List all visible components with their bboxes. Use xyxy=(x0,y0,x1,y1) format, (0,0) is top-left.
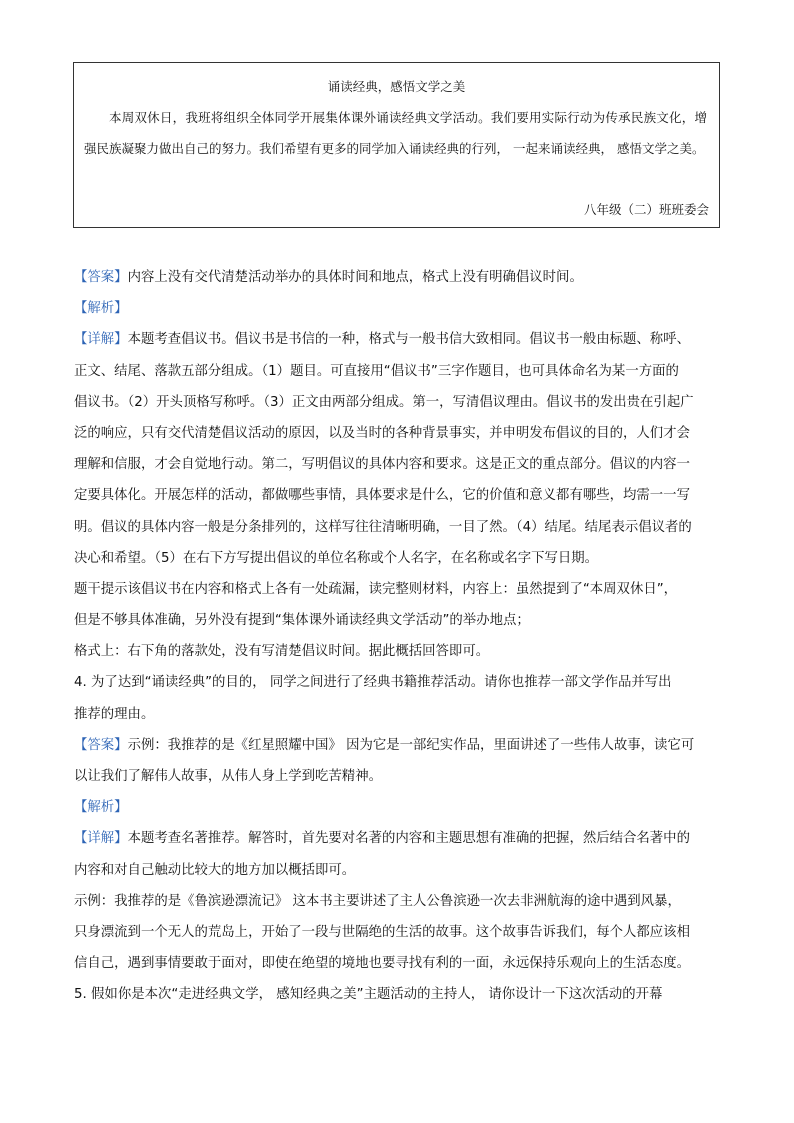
text-line xyxy=(74,636,720,667)
text-line xyxy=(74,324,720,355)
text-line xyxy=(74,855,720,886)
line-text: 只身漂流到一个无人的荒岛上，开始了一段与世隔绝的生活的故事。这个故事告诉我们，每个人都应该相 xyxy=(74,924,690,940)
text-line xyxy=(74,730,720,761)
notice-body: 本周双休日，我班将组织全体同学开展集体课外诵读经典文学活动。我们要用实际行动为传承民族文化，增强民族凝聚力做出自己的努力。我们希望有更多的同学加入诵读经典的行列， 一起来诵读经典， 感悟文学之美。 xyxy=(84,110,707,156)
text-line xyxy=(74,387,720,418)
text-line xyxy=(74,356,720,387)
text-line xyxy=(74,574,720,605)
text-line xyxy=(74,823,720,854)
line-text: 倡议书。（2）开头顶格写称呼。（3）正文由两部分组成。第一，写清倡议理由。倡议书的发出贵在引起广 xyxy=(74,394,694,410)
line-text: 格式上：右下角的落款处，没有写清楚倡议时间。据此概括回答即可。 xyxy=(74,644,490,660)
text-line xyxy=(74,449,720,480)
notice-signature: 八年级（二）班班委会 xyxy=(583,202,709,217)
text-line xyxy=(74,948,720,979)
text-line xyxy=(74,418,720,449)
text-line xyxy=(74,667,720,698)
detail-tag: 【详解】 xyxy=(74,332,128,348)
line-text: 示例：我推荐的是《红星照耀中国》 因为它是一部纪实作品，里面讲述了一些伟人故事，读它可 xyxy=(127,737,695,753)
line-text: 定要具体化。开展怎样的活动，都做哪些事情，具体要求是什么，它的价值和意义都有哪些，均需一一写 xyxy=(74,488,690,504)
answer-content xyxy=(74,262,720,1011)
text-line xyxy=(74,761,720,792)
line-text: 正文、结尾、落款五部分组成。（1）题目。可直接用“倡议书”三字作题目，也可具体命名为某一方面的 xyxy=(74,363,679,379)
detail-tag: 【详解】 xyxy=(74,831,128,847)
answer-tag: 【答案】 xyxy=(74,270,128,285)
text-line xyxy=(74,605,720,636)
line-text: 但是不够具体准确，另外没有提到“集体课外诵读经典文学活动”的举办地点； xyxy=(74,613,530,629)
text-line xyxy=(74,480,720,511)
line-text: 以让我们了解伟人故事，从伟人身上学到吃苦精神。 xyxy=(74,769,382,784)
answer-tag: 【答案】 xyxy=(74,737,128,753)
line-text: 示例：我推荐的是《鲁滨逊漂流记》 这本书主要讲述了主人公鲁滨逊一次去非洲航海的途中遇到风暴， xyxy=(74,893,681,909)
line-text: 泛的响应，只有交代清楚倡议活动的原因，以及当时的各种背景事实，并申明发布倡议的目的，人们才会 xyxy=(74,425,690,441)
notice-title: 诵读经典，感悟文学之美 xyxy=(327,79,466,94)
line-text: 信自己，遇到事情要敢于面对，即使在绝望的境地也要寻找有利的一面，永远保持乐观向上的生活态度。 xyxy=(74,956,690,972)
proposal-notice-box xyxy=(73,62,720,228)
line-text: 决心和希望。（5）在右下方写提出倡议的单位名称或个人名字，在名称或名字下写日期。 xyxy=(74,550,599,566)
text-line xyxy=(74,979,720,1010)
line-text: 本题考查名著推荐。解答时，首先要对名著的内容和主题思想有准确的把握，然后结合名著中的 xyxy=(127,831,690,847)
line-text: 理解和信服，才会自觉地行动。第二，写明倡议的具体内容和要求。这是正文的重点部分。倡议的内容一 xyxy=(74,457,690,473)
line-text: 内容和对自己触动比较大的地方加以概括即可。 xyxy=(74,862,356,878)
text-line xyxy=(74,917,720,948)
line-text: 内容上没有交代清楚活动举办的具体时间和地点，格式上没有明确倡议时间。 xyxy=(127,270,583,285)
line-text: 4. 为了达到“诵读经典”的目的， 同学之间进行了经典书籍推荐活动。请你也推荐一部文学作品并写出 xyxy=(74,675,672,691)
text-line xyxy=(74,262,720,293)
line-text: 推荐的理由。 xyxy=(74,706,155,722)
text-line xyxy=(74,543,720,574)
text-line xyxy=(74,792,720,823)
analysis-tag: 【解析】 xyxy=(74,301,128,317)
line-text: 明。倡议的具体内容一般是分条排列的，这样写往往清晰明确，一目了然。（4）结尾。结尾表示倡议者的 xyxy=(74,519,692,535)
line-text: 题干提示该倡议书在内容和格式上各有一处疏漏，读完整则材料，内容上：虽然提到了“本周双休日”， xyxy=(74,581,678,597)
text-line xyxy=(74,293,720,324)
analysis-tag: 【解析】 xyxy=(74,800,128,816)
text-line xyxy=(74,699,720,730)
text-line xyxy=(74,512,720,543)
text-line xyxy=(74,886,720,917)
line-text: 5. 假如你是本次“走进经典文学， 感知经典之美”主题活动的主持人， 请你设计一下这次活动的开幕 xyxy=(74,987,663,1003)
line-text: 本题考查倡议书。倡议书是书信的一种，格式与一般书信大致相同。倡议书一般由标题、称呼、 xyxy=(127,332,690,348)
